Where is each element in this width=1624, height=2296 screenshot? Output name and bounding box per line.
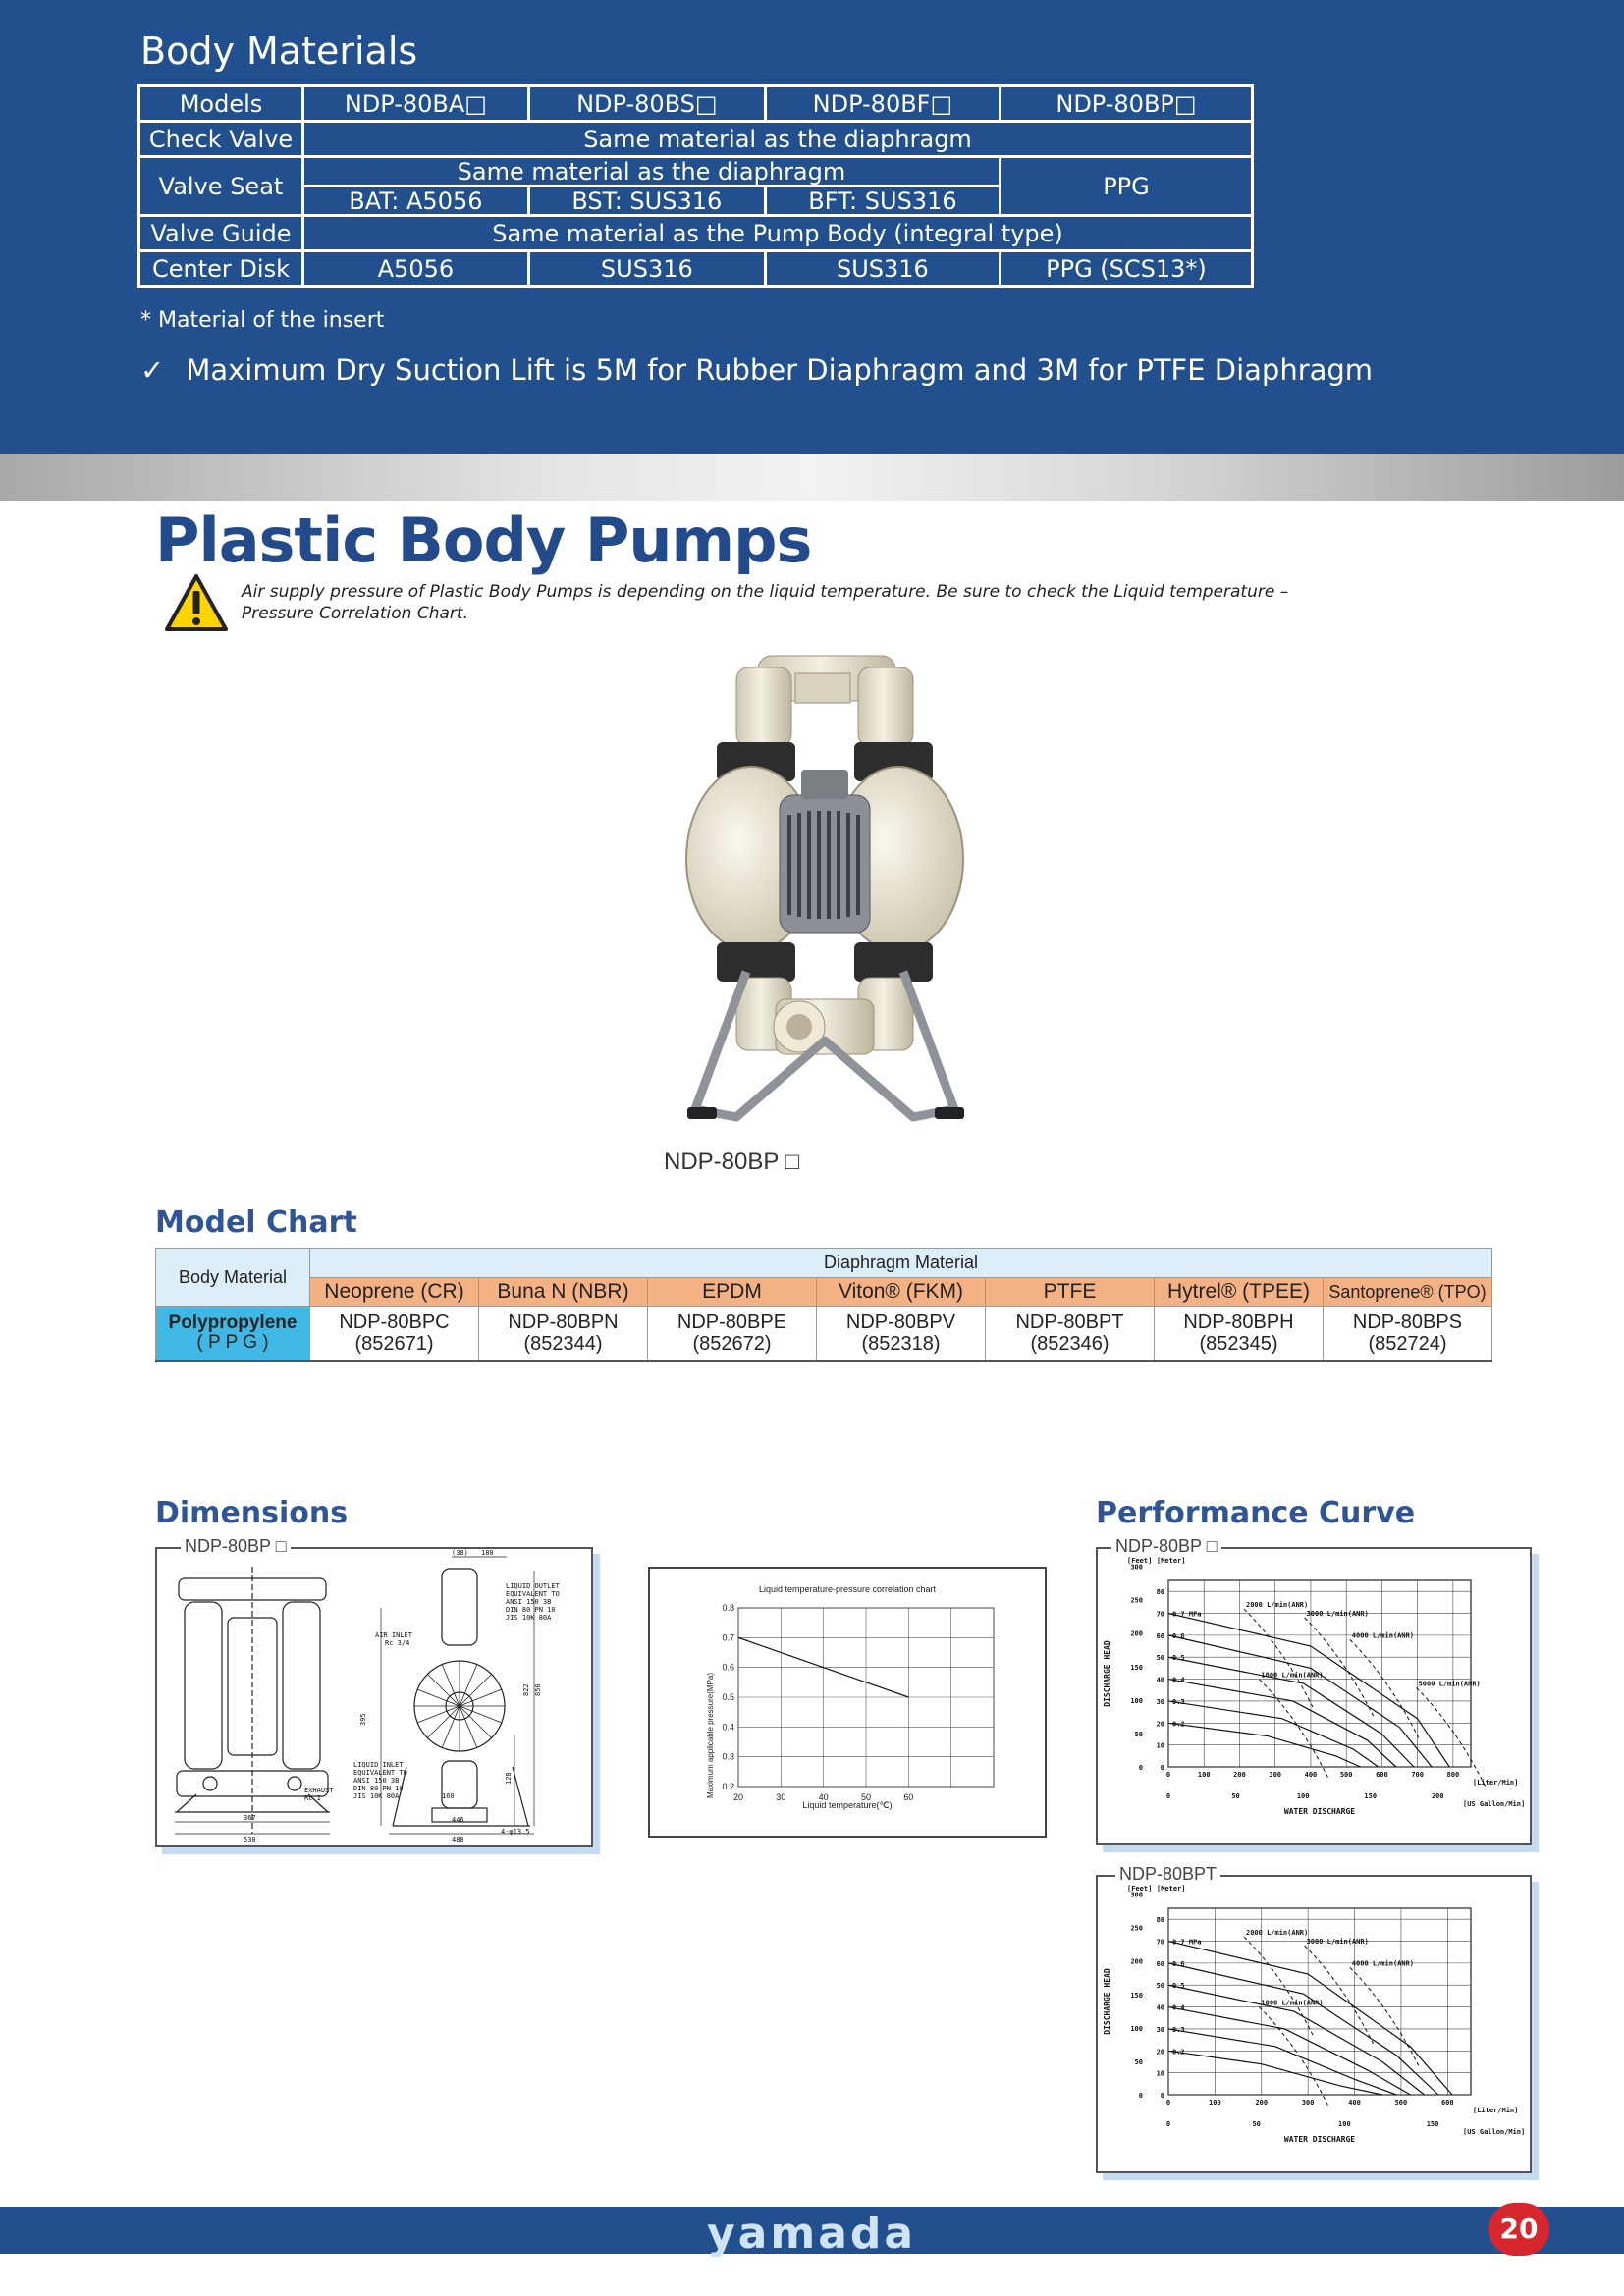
dim-38: (38) xyxy=(452,1549,468,1557)
perf1-air-label: 1000 L/min(ANR) xyxy=(1261,1671,1324,1680)
perf1-xtick-gpm: 100 xyxy=(1296,1792,1310,1800)
perf2-xtick-lpm: 200 xyxy=(1255,2099,1269,2107)
perf2-ytick-ft: 100 xyxy=(1130,2024,1143,2033)
warning-text: Air supply pressure of Plastic Body Pumps is depending on the liquid temperature. Be sure to check the Liquid temperature – Pressure Correlation Chart. xyxy=(242,582,1289,623)
temp-chart-ytick: 0.3 xyxy=(722,1751,734,1762)
performance-chart-bp xyxy=(1098,1551,1530,1843)
perf1-xtick-lpm: 600 xyxy=(1376,1771,1388,1779)
model-cell xyxy=(1324,1307,1492,1362)
perf-frame-2-label: NDP-80BPT xyxy=(1115,1864,1220,1885)
perf1-ytick-ft: 300 xyxy=(1130,1563,1143,1572)
model-code: (852344) xyxy=(523,1333,603,1355)
perf1-ytick-ft: 150 xyxy=(1130,1663,1143,1672)
perf2-pressure-label: 0.4 xyxy=(1172,2003,1185,2012)
temp-chart-title: Liquid temperature-pressure correlation chart xyxy=(758,1584,937,1594)
table-row xyxy=(139,251,1253,287)
perf1-yunit-ft: [Feet] xyxy=(1127,1557,1153,1565)
model-code: (852671) xyxy=(354,1333,434,1355)
table-row xyxy=(156,1278,1492,1307)
perf2-ytick-m: 30 xyxy=(1156,2025,1164,2034)
perf1-xtick-gpm: 0 xyxy=(1165,1792,1171,1800)
model-cell xyxy=(1155,1307,1324,1362)
material-ptfe: PTFE xyxy=(986,1278,1155,1307)
perf1-air-curve xyxy=(1259,1680,1327,1778)
temp-chart-ytick: 0.2 xyxy=(722,1782,734,1791)
temp-chart-ytick: 0.5 xyxy=(722,1692,734,1702)
center-disk-bf: SUS316 xyxy=(765,251,1000,287)
perf2-ytick-m: 10 xyxy=(1156,2069,1164,2078)
dim-holes: 4-φ13.5 xyxy=(501,1828,530,1836)
perf2-ytick-m: 60 xyxy=(1156,1959,1164,1968)
perf2-xtick-lpm: 300 xyxy=(1301,2099,1315,2107)
body-name: Polypropylene xyxy=(168,1312,298,1333)
perf1-ytick-m: 50 xyxy=(1156,1654,1164,1663)
perf1-xtick-lpm: 100 xyxy=(1197,1771,1211,1779)
perf2-series-line xyxy=(1168,2029,1396,2095)
check-valve-value: Same material as the diaphragm xyxy=(303,122,1253,157)
model-code: (852318) xyxy=(861,1333,941,1355)
performance-title: Performance Curve xyxy=(1096,1496,1416,1530)
dim-outlet-eq3: DIN 80 PN 10 xyxy=(506,1606,556,1614)
material-tpee: Hytrel® (TPEE) xyxy=(1155,1278,1324,1307)
temp-chart-ytick: 0.4 xyxy=(722,1722,734,1733)
header-ba: NDP-80BA□ xyxy=(303,86,529,122)
perf2-pressure-label: 0.7 MPa xyxy=(1172,1938,1202,1947)
perf1-xtick-lpm: 700 xyxy=(1411,1771,1424,1779)
perf2-yunit-m: [Meter] xyxy=(1157,1885,1186,1893)
perf2-air-label: 1000 L/min(ANR) xyxy=(1261,1999,1324,2007)
check-valve-label: Check Valve xyxy=(139,122,303,157)
perf1-air-label: 3000 L/min(ANR) xyxy=(1306,1610,1369,1618)
perf2-ytick-ft: 200 xyxy=(1130,1957,1143,1966)
model-code: (852346) xyxy=(1030,1333,1110,1355)
body-material-header: Body Material xyxy=(156,1249,310,1307)
material-epdm: EPDM xyxy=(648,1278,817,1307)
perf1-xunit-gpm: [US Gallon/Min] xyxy=(1463,1800,1526,1808)
perf1-ytick-m: 40 xyxy=(1156,1676,1164,1684)
suction-lift-text: Maximum Dry Suction Lift is 5M for Rubber Diaphragm and 3M for PTFE Diaphragm xyxy=(186,353,1374,387)
dim-128: 128 xyxy=(505,1772,513,1785)
body-materials-table xyxy=(137,84,1254,288)
perf2-ytick-ft: 250 xyxy=(1130,1924,1143,1933)
center-disk-ba: A5056 xyxy=(303,251,529,287)
model-code: (852724) xyxy=(1368,1333,1447,1355)
model-chart-title: Model Chart xyxy=(155,1205,357,1240)
material-tpo: Santoprene® (TPO) xyxy=(1324,1278,1492,1307)
perf1-air-curve xyxy=(1244,1609,1313,1707)
perf1-pressure-label: 0.3 xyxy=(1172,1697,1185,1706)
temp-chart-xtick: 50 xyxy=(860,1792,872,1802)
perf1-pressure-label: 0.5 xyxy=(1172,1654,1185,1663)
page-number: 20 xyxy=(1489,2203,1549,2256)
perf2-pressure-label: 0.5 xyxy=(1172,1982,1185,1991)
table-row xyxy=(156,1249,1492,1278)
dim-822: 822 xyxy=(522,1683,530,1696)
perf1-xtick-lpm: 800 xyxy=(1446,1771,1460,1779)
perf2-air-curve xyxy=(1259,2007,1327,2106)
perf1-xtick-lpm: 200 xyxy=(1233,1771,1246,1779)
insert-footnote: * Material of the insert xyxy=(140,308,385,333)
dim-180: 180 xyxy=(481,1549,494,1557)
temp-chart-xtick: 30 xyxy=(776,1792,786,1802)
valve-seat-bat: BAT: A5056 xyxy=(303,187,529,216)
plastic-body-pumps-title: Plastic Body Pumps xyxy=(155,505,812,576)
perf2-xunit-gpm: [US Gallon/Min] xyxy=(1463,2128,1526,2136)
dim-outlet: LIQUID OUTLET xyxy=(506,1582,560,1590)
perf2-xtick-gpm: 0 xyxy=(1165,2120,1171,2128)
dim-530: 530 xyxy=(244,1836,256,1843)
pump-photo xyxy=(677,648,972,1148)
valve-seat-bft: BFT: SUS316 xyxy=(765,187,1000,216)
dimensions-drawing xyxy=(157,1549,591,1845)
perf2-xtick-lpm: 100 xyxy=(1209,2099,1221,2107)
dim-inlet-eq4: JIS 10K 80A xyxy=(353,1792,400,1800)
model-cell xyxy=(817,1307,986,1362)
body-materials-title: Body Materials xyxy=(140,29,418,73)
body-abbr: ( P P G ) xyxy=(196,1332,269,1353)
perf1-xtick-lpm: 500 xyxy=(1339,1771,1353,1779)
perf2-xtick-gpm: 150 xyxy=(1426,2120,1439,2128)
temp-chart-ytick: 0.8 xyxy=(722,1603,734,1613)
suction-lift-note xyxy=(140,353,1373,387)
perf2-ytick-m: 40 xyxy=(1156,2003,1164,2012)
perf1-ytick-m: 20 xyxy=(1156,1720,1164,1729)
warning-icon xyxy=(165,573,228,632)
perf2-ytick-m: 70 xyxy=(1156,1938,1164,1947)
perf1-ytick-ft: 200 xyxy=(1130,1629,1143,1638)
perf1-pressure-label: 0.4 xyxy=(1172,1676,1185,1684)
header-bp: NDP-80BP□ xyxy=(1000,86,1252,122)
dim-446: 446 xyxy=(452,1816,464,1824)
perf2-ytick-m: 20 xyxy=(1156,2048,1164,2056)
perf1-xtick-gpm: 200 xyxy=(1431,1792,1444,1800)
perf2-pressure-label: 0.2 xyxy=(1172,2048,1185,2056)
temp-pressure-chart xyxy=(650,1569,1045,1836)
perf2-ytick-ft: 50 xyxy=(1134,2057,1143,2066)
center-disk-bs: SUS316 xyxy=(528,251,765,287)
temp-chart-grid xyxy=(738,1608,994,1787)
model-number: NDP-80BPV xyxy=(845,1311,956,1333)
dim-outlet-eq4: JIS 10K 80A xyxy=(506,1614,552,1622)
temp-chart-ticks xyxy=(722,1603,913,1802)
dimensions-title: Dimensions xyxy=(155,1496,349,1530)
perf2-xunit-lpm: [Liter/Min] xyxy=(1473,2107,1519,2114)
perf2-xtick-gpm: 50 xyxy=(1252,2120,1261,2128)
yamada-logo: yamada xyxy=(707,2209,917,2259)
perf1-pressure-label: 0.2 xyxy=(1172,1720,1185,1729)
perf1-ytick-m: 0 xyxy=(1160,1764,1164,1772)
perf2-ytick-m: 50 xyxy=(1156,1982,1164,1991)
center-disk-bp: PPG (SCS13*) xyxy=(1000,251,1252,287)
temp-chart-xlabel: Liquid temperature(℃) xyxy=(802,1800,893,1810)
material-cr: Neoprene (CR) xyxy=(310,1278,479,1307)
dim-air-inlet: AIR INLET xyxy=(375,1631,412,1639)
temp-chart-ytick: 0.7 xyxy=(722,1632,734,1643)
perf2-xtick-lpm: 600 xyxy=(1440,2099,1454,2107)
table-row xyxy=(139,216,1253,251)
perf1-ytick-m: 30 xyxy=(1156,1697,1164,1706)
perf-frame-1-label: NDP-80BP □ xyxy=(1111,1536,1221,1557)
perf2-air-label: 2000 L/min(ANR) xyxy=(1246,1929,1309,1938)
perf2-xtick-gpm: 100 xyxy=(1338,2120,1351,2128)
temp-chart-ytick: 0.6 xyxy=(722,1662,734,1673)
perf2-ytick-ft: 150 xyxy=(1130,1991,1143,2000)
model-cell xyxy=(310,1307,479,1362)
model-number: NDP-80BPT xyxy=(1015,1311,1124,1333)
table-row xyxy=(139,122,1253,157)
perf1-xtick-lpm: 0 xyxy=(1165,1771,1171,1779)
dim-488: 488 xyxy=(452,1836,464,1843)
perf1-xunit-lpm: [Liter/Min] xyxy=(1473,1779,1519,1787)
perf1-ytick-m: 70 xyxy=(1156,1610,1164,1619)
table-row xyxy=(139,157,1253,187)
model-number: NDP-80BPS xyxy=(1352,1311,1463,1333)
perf2-pressure-label: 0.3 xyxy=(1172,2025,1185,2034)
dim-exhaust-size: Rc 1 xyxy=(304,1794,321,1802)
perf2-xtick-lpm: 400 xyxy=(1348,2099,1361,2107)
model-cell xyxy=(479,1307,648,1362)
perf2-air-curve xyxy=(1244,1937,1313,2035)
dim-inlet-eq1: EQUIVALENT TO xyxy=(353,1769,407,1777)
model-cell xyxy=(986,1307,1155,1362)
perf1-ytick-ft: 0 xyxy=(1138,1764,1143,1772)
valve-seat-label: Valve Seat xyxy=(139,157,303,216)
performance-chart-bpt xyxy=(1098,1879,1530,2171)
model-code: (852672) xyxy=(692,1333,772,1355)
perf2-air-label: 4000 L/min(ANR) xyxy=(1351,1959,1415,1968)
perf1-xtick-gpm: 150 xyxy=(1364,1792,1378,1800)
temp-chart-xtick: 60 xyxy=(903,1792,914,1802)
material-fkm: Viton® (FKM) xyxy=(817,1278,986,1307)
perf1-yunit-m: [Meter] xyxy=(1157,1557,1186,1565)
perf1-air-label: 2000 L/min(ANR) xyxy=(1246,1601,1309,1610)
table-row xyxy=(139,86,1253,122)
perf1-xtick-lpm: 400 xyxy=(1304,1771,1318,1779)
dim-160: 160 xyxy=(442,1792,455,1800)
body-polypropylene xyxy=(156,1307,310,1362)
perf1-xtick-gpm: 50 xyxy=(1231,1792,1240,1800)
perf1-ytick-m: 10 xyxy=(1156,1741,1164,1750)
header-bf: NDP-80BF□ xyxy=(765,86,1000,122)
temp-chart-xtick: 20 xyxy=(732,1792,744,1802)
perf2-xlabel: WATER DISCHARGE xyxy=(1283,2135,1356,2144)
perf2-pressure-label: 0.6 xyxy=(1172,1959,1185,1968)
perf1-xtick-lpm: 300 xyxy=(1269,1771,1282,1779)
perf2-air-label: 3000 L/min(ANR) xyxy=(1306,1938,1369,1946)
model-chart-table xyxy=(155,1248,1492,1362)
dim-inlet-eq3: DIN 80 PN 10 xyxy=(353,1785,404,1792)
perf1-xlabel: WATER DISCHARGE xyxy=(1283,1807,1356,1816)
table-row xyxy=(156,1307,1492,1362)
dim-outlet-eq2: ANSI 150 3B xyxy=(506,1598,552,1606)
dim-outlet-eq1: EQUIVALENT TO xyxy=(506,1590,560,1598)
perf2-ytick-m: 80 xyxy=(1156,1916,1164,1925)
perf1-ytick-ft: 250 xyxy=(1130,1596,1143,1605)
model-code: (852345) xyxy=(1199,1333,1278,1355)
perf1-ytick-m: 80 xyxy=(1156,1588,1164,1597)
diaphragm-material-header: Diaphragm Material xyxy=(310,1249,1492,1278)
dim-856: 856 xyxy=(534,1683,542,1696)
perf2-ytick-ft: 0 xyxy=(1138,2092,1143,2100)
dimensions-frame-label: NDP-80BP □ xyxy=(181,1536,291,1557)
perf1-ytick-ft: 50 xyxy=(1134,1730,1143,1738)
perf1-ylabel: DISCHARGE HEAD xyxy=(1103,1640,1111,1707)
perf2-ylabel: DISCHARGE HEAD xyxy=(1103,1968,1111,2035)
divider-band xyxy=(0,454,1624,501)
perf2-ytick-m: 0 xyxy=(1160,2092,1164,2100)
valve-guide-value: Same material as the Pump Body (integral type) xyxy=(303,216,1253,251)
model-number: NDP-80BPN xyxy=(508,1311,619,1333)
model-cell xyxy=(648,1307,817,1362)
material-nbr: Buna N (NBR) xyxy=(479,1278,648,1307)
perf2-yunit-ft: [Feet] xyxy=(1127,1885,1153,1893)
header-models: Models xyxy=(139,86,303,122)
temp-chart-ylabel: Maximum applicable pressure(MPa) xyxy=(706,1672,715,1799)
check-mark-icon: ✓ xyxy=(140,353,165,387)
perf1-pressure-label: 0.7 MPa xyxy=(1172,1610,1202,1619)
valve-guide-label: Valve Guide xyxy=(139,216,303,251)
valve-seat-top: Same material as the diaphragm xyxy=(303,157,1001,187)
perf2-xtick-lpm: 500 xyxy=(1394,2099,1408,2107)
perf1-air-label: 4000 L/min(ANR) xyxy=(1351,1631,1415,1640)
dim-395: 395 xyxy=(359,1713,367,1726)
center-disk-label: Center Disk xyxy=(139,251,303,287)
model-number: NDP-80BPC xyxy=(339,1311,450,1333)
perf2-ytick-ft: 300 xyxy=(1130,1891,1143,1899)
perf1-air-label: 5000 L/min(ANR) xyxy=(1418,1680,1481,1688)
pump-caption: NDP-80BP □ xyxy=(664,1148,800,1175)
header-bs: NDP-80BS□ xyxy=(528,86,765,122)
valve-seat-bst: BST: SUS316 xyxy=(528,187,765,216)
dim-367: 367 xyxy=(244,1814,256,1822)
model-number: NDP-80BPH xyxy=(1183,1311,1294,1333)
model-number: NDP-80BPE xyxy=(677,1311,787,1333)
perf1-ytick-m: 60 xyxy=(1156,1631,1164,1640)
perf2-xtick-lpm: 0 xyxy=(1165,2099,1171,2107)
dim-inlet-eq2: ANSI 150 3B xyxy=(353,1777,400,1785)
temp-chart-xtick: 40 xyxy=(818,1792,829,1802)
dim-air-size: Rc 3/4 xyxy=(385,1639,410,1647)
dim-exhaust: EXHAUST xyxy=(304,1787,334,1794)
perf1-pressure-label: 0.6 xyxy=(1172,1631,1185,1640)
dim-inlet: LIQUID INLET xyxy=(353,1761,404,1769)
valve-seat-ppg: PPG xyxy=(1000,157,1252,216)
perf1-ytick-ft: 100 xyxy=(1130,1696,1143,1705)
